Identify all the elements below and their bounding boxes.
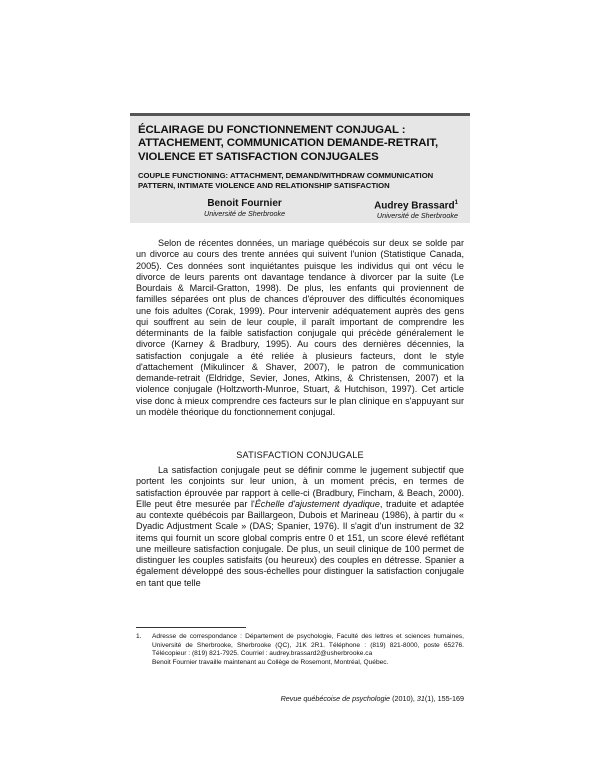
- title-box: [130, 113, 470, 223]
- footnote-marker: 1: [454, 200, 458, 206]
- footnote-number: 1.: [136, 633, 142, 640]
- section-heading: SATISFACTION CONJUGALE: [236, 450, 364, 460]
- author-name: Audrey Brassard$^1$: [374, 200, 458, 212]
- author-affiliation: Université de Sherbrooke: [204, 209, 286, 218]
- journal-reference: Revue québécoise de psychologie (2010), 31(1), 155-169: [280, 694, 464, 703]
- authors-block: [138, 198, 462, 220]
- footnote: [136, 633, 464, 667]
- footnote-text: Adresse de correspondance : Département de psychologie, Faculté des lettres et sciences humaines, Université de Sherbrooke, Sherbrooke (QC), J1K 2R1. Téléphone : (819) 821-8000, poste 65276. Télécopieur : (819) 821-7925. Courriel : audrey.brassard2@usherbrooke.ca: [152, 633, 464, 658]
- article-title-fr: ÉCLAIRAGE DU FONCTIONNEMENT CONJUGAL : ATTACHEMENT, COMMUNICATION DEMANDE-RETRAIT, VIOLENCE ET SATISFACTION CONJUGALES: [138, 124, 439, 163]
- author-fournier: [204, 198, 285, 218]
- footnote-divider: [136, 627, 246, 628]
- author-name: Benoit Fournier: [207, 198, 282, 209]
- author-brassard: [374, 198, 458, 220]
- scale-name-italic: Échelle d'ajustement dyadique: [254, 498, 380, 509]
- intro-paragraph: Selon de récentes données, un mariage québécois sur deux se solde par un divorce au cours des trente années qui suivent l'union (Statistique Canada, 2005). Ces données sont inquiétantes puisque les individus qui ont vécu le divorce de leurs parents ont davantage tendance à divorcer par la suite (Le Bourdais & Marcil-Gratton, 1998). De plus, les enfants qui proviennent de familles séparées ont plus de chances d'éprouver des difficultés économiques une fois adultes (Corak, 1999). Pour intervenir adéquatement auprès des gens qui souffrent au sein de leur couple, il paraît important de comprendre les déterminants de la faible satisfaction conjugale qui précède généralement le divorce (Karney & Bradbury, 1995). Au cours des dernières décennies, la satisfaction conjugale a été reliée à plusieurs facteurs, dont le style d'attachement (Mikulincer & Shaver, 2007), le patron de communication demande-retrait (Eldridge, Sevier, Jones, Atkins, & Christensen, 2007) et la violence conjugale (Holtzworth-Munroe, Stuart, & Hutchison, 1997). Cet article vise donc à mieux comprendre ces facteurs sur le plan clinique en s'appuyant sur un modèle théorique du fonctionnement conjugal.: [136, 238, 464, 417]
- author-affiliation: Université de Sherbrooke: [376, 211, 458, 221]
- article-title-en: COUPLE FUNCTIONING: ATTACHMENT, DEMAND/WITHDRAW COMMUNICATION PATTERN, INTIMATE VIOLENCE AND RELATIONSHIP SATISFACTION: [138, 171, 434, 190]
- section-paragraph: La satisfaction conjugale peut se définir comme le jugement subjectif que portent les conjoints sur leur union, à un moment précis, en termes de satisfaction éprouvée par rapport à celle-ci (Bradbury, Fincham, & Beach, 2000). Elle peut être mesurée par l'Échelle d'ajustement dyadique, traduite et adaptée au contexte québécois par Baillargeon, Dubois et Marineau (1986), à partir du « Dyadic Adjustment Scale » (DAS; Spanier, 1976). Il s'agit d'un instrument de 32 items qui fournit un score global compris entre 0 et 151, un score élevé reflétant une meilleure satisfaction conjugale. De plus, un seuil clinique de 100 permet de distinguer les couples satisfaits (ou heureux) des couples en détresse. Spanier a également développé des sous-échelles pour distinguer la satisfaction conjugale en tant que telle: [136, 465, 464, 588]
- footnote-extra: Benoit Fournier travaille maintenant au Collège de Rosemont, Montréal, Québec.: [152, 658, 389, 666]
